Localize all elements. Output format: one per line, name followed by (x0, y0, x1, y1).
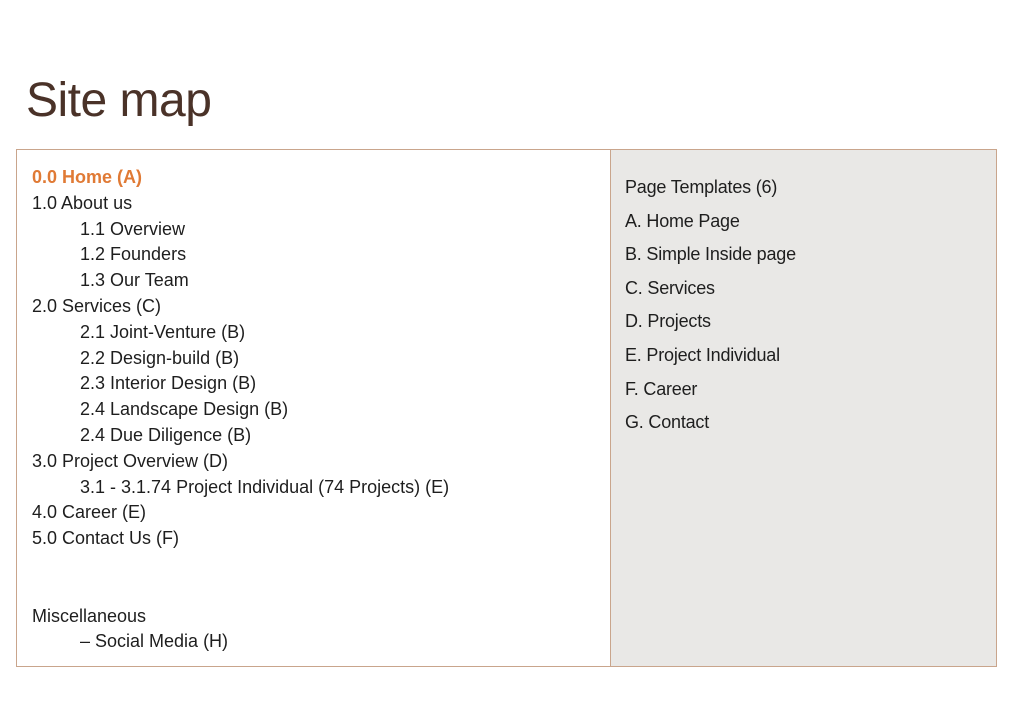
sitemap-item-project-overview: 3.0 Project Overview (D) (32, 450, 229, 471)
sitemap-item-project-individual: 3.1 - 3.1.74 Project Individual (74 Projects) (E) (80, 476, 450, 497)
templates-heading: Page Templates (6) (625, 177, 778, 197)
sitemap-item-home: 0.0 Home (A) (32, 167, 143, 187)
templates-list (625, 171, 996, 440)
sitemap-item-joint-venture: 2.1 Joint-Venture (B) (80, 321, 246, 342)
template-item: C. Services (625, 277, 715, 298)
template-item: A. Home Page (625, 210, 740, 231)
sitemap-item-contact: 5.0 Contact Us (F) (32, 528, 180, 549)
template-item: B. Simple Inside page (625, 244, 796, 265)
sitemap-item-misc: Miscellaneous (32, 605, 147, 626)
template-item: E. Project Individual (625, 344, 780, 365)
template-item: F. Career (625, 378, 698, 399)
sitemap-item-interior-design: 2.3 Interior Design (B) (80, 373, 257, 394)
sitemap-item-social-media: – Social Media (H) (80, 631, 229, 652)
sitemap-item-about: 1.0 About us (32, 192, 133, 213)
sitemap-item-landscape-design: 2.4 Landscape Design (B) (80, 399, 289, 420)
sitemap-item-services: 2.0 Services (C) (32, 295, 162, 316)
sitemap-column (17, 150, 611, 666)
sitemap-item-design-build: 2.2 Design-build (B) (80, 347, 240, 368)
sitemap-table (16, 149, 997, 667)
template-item: G. Contact (625, 412, 710, 433)
page-title: Site map (26, 74, 212, 127)
sitemap-spacer (32, 552, 610, 604)
template-item: D. Projects (625, 311, 711, 332)
sitemap-item-founders: 1.2 Founders (80, 244, 187, 265)
sitemap-item-due-diligence: 2.4 Due Diligence (B) (80, 424, 252, 445)
templates-panel (611, 150, 996, 666)
sitemap-item-career: 4.0 Career (E) (32, 502, 147, 523)
sitemap-item-overview: 1.1 Overview (80, 218, 186, 239)
sitemap-tree (32, 165, 610, 655)
sitemap-item-team: 1.3 Our Team (80, 270, 189, 291)
